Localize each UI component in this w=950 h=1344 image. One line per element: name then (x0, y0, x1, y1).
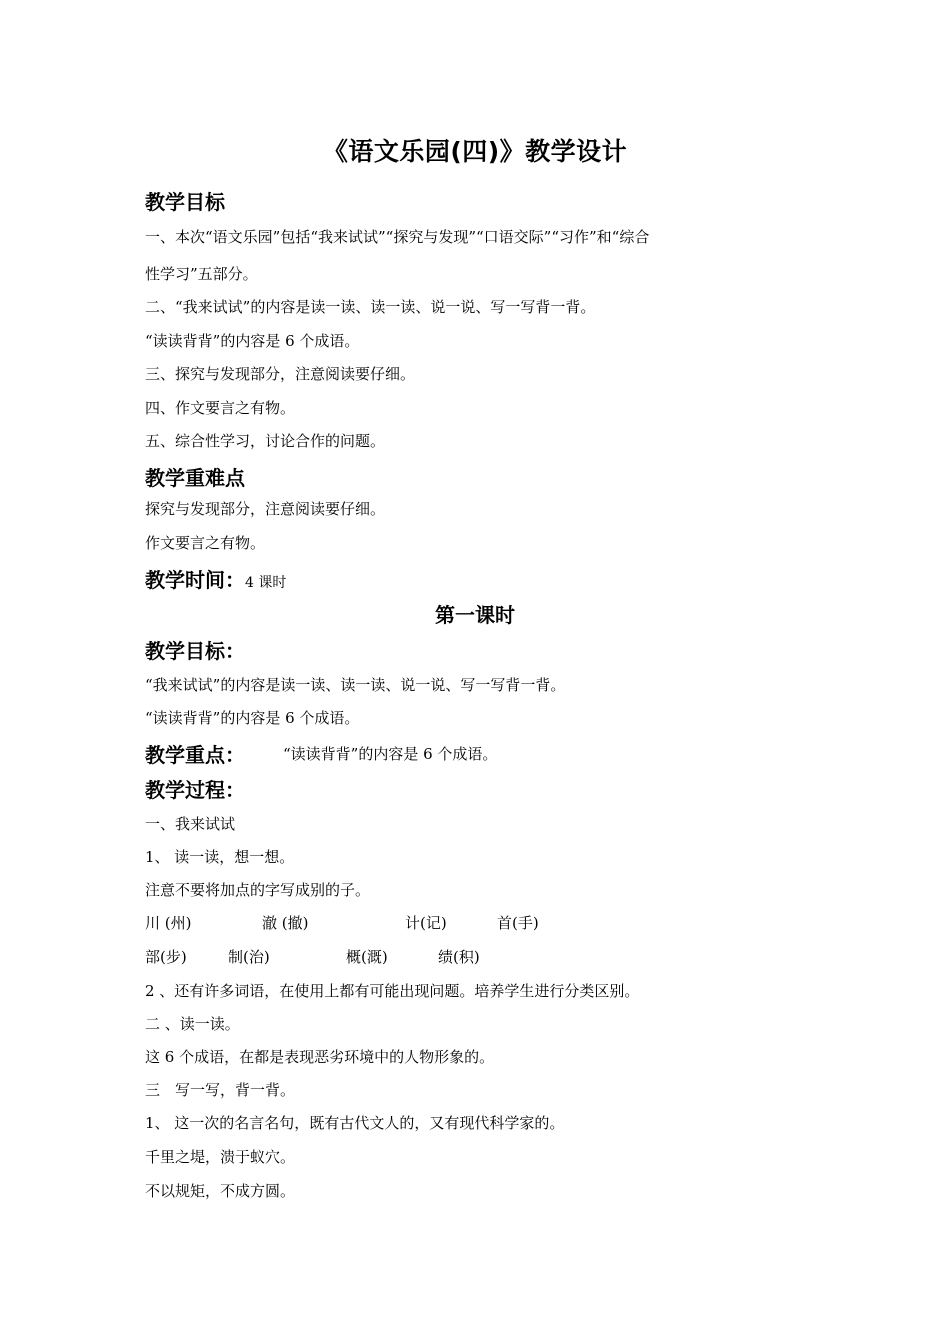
heading-key-difficulties: 教学重难点 (145, 466, 245, 490)
lesson-goal-1: “我来试试”的内容是读一读、读一读、说一说、写一写背一背。 (145, 676, 566, 694)
difficulty-paragraph-2: 作文要言之有物。 (145, 534, 266, 552)
char-pair: 部(步) (145, 948, 187, 966)
heading-teaching-process: 教学过程： (145, 778, 245, 802)
goal-paragraph-2: 二、“我来试试”的内容是读一读、读一读、说一说、写一写背一背。 (145, 298, 596, 316)
process-step-1-1: 1、 读一读，想一想。 (145, 848, 295, 866)
difficulty-paragraph-1: 探究与发现部分，注意阅读要仔细。 (145, 500, 386, 518)
teaching-time-label: 教学时间： (145, 568, 245, 592)
goal-paragraph-1a: 一、本次“语文乐园”包括“我来试试”“探究与发现”“口语交际”“习作”和“综合 (145, 228, 650, 246)
process-step-2-paragraph: 这 6 个成语，在都是表现恶劣环境中的人物形象的。 (145, 1048, 495, 1066)
lesson-key-label: 教学重点： (145, 743, 245, 767)
document-title: 《语文乐园(四)》教学设计 (322, 137, 628, 166)
lesson-goal-2: “读读背背”的内容是 6 个成语。 (145, 709, 360, 727)
process-step-1: 一、我来试试 (145, 815, 236, 833)
process-step-1-2: 2 、还有许多词语，在使用上都有可能出现问题。培养学生进行分类区别。 (145, 982, 640, 1000)
goal-paragraph-6: 五、综合性学习，讨论合作的问题。 (145, 432, 386, 450)
process-step-1-note: 注意不要将加点的字写成别的子。 (145, 881, 371, 899)
heading-teaching-goals: 教学目标 (145, 190, 225, 214)
quote-2: 不以规矩，不成方圆。 (145, 1182, 296, 1200)
char-pair: 澈 (撤) (262, 914, 309, 932)
lesson-key-value: “读读背背”的内容是 6 个成语。 (283, 745, 498, 763)
goal-paragraph-4: 三、探究与发现部分，注意阅读要仔细。 (145, 365, 416, 383)
teaching-time (145, 564, 286, 593)
char-pair: 川 (州) (145, 914, 192, 932)
char-pair: 计(记) (405, 914, 447, 932)
char-pair: 制(治) (228, 948, 270, 966)
process-step-2: 二 、读一读。 (145, 1015, 240, 1033)
lesson-key-point (145, 739, 245, 768)
char-pair: 概(溉) (346, 948, 388, 966)
char-pair: 绩(积) (438, 948, 480, 966)
heading-lesson-goals: 教学目标： (145, 639, 245, 663)
process-step-3: 三 写一写，背一背。 (145, 1081, 296, 1099)
lesson-one-heading: 第一课时 (435, 603, 515, 627)
goal-paragraph-3: “读读背背”的内容是 6 个成语。 (145, 332, 360, 350)
quote-1: 千里之堤，溃于蚁穴。 (145, 1148, 296, 1166)
goal-paragraph-1b: 性学习”五部分。 (145, 265, 258, 283)
teaching-time-value: 4 课时 (245, 575, 287, 591)
goal-paragraph-5: 四、作文要言之有物。 (145, 399, 296, 417)
process-step-3-1: 1、 这一次的名言名句，既有古代文人的，又有现代科学家的。 (145, 1114, 565, 1132)
char-pair: 首(手) (497, 914, 539, 932)
